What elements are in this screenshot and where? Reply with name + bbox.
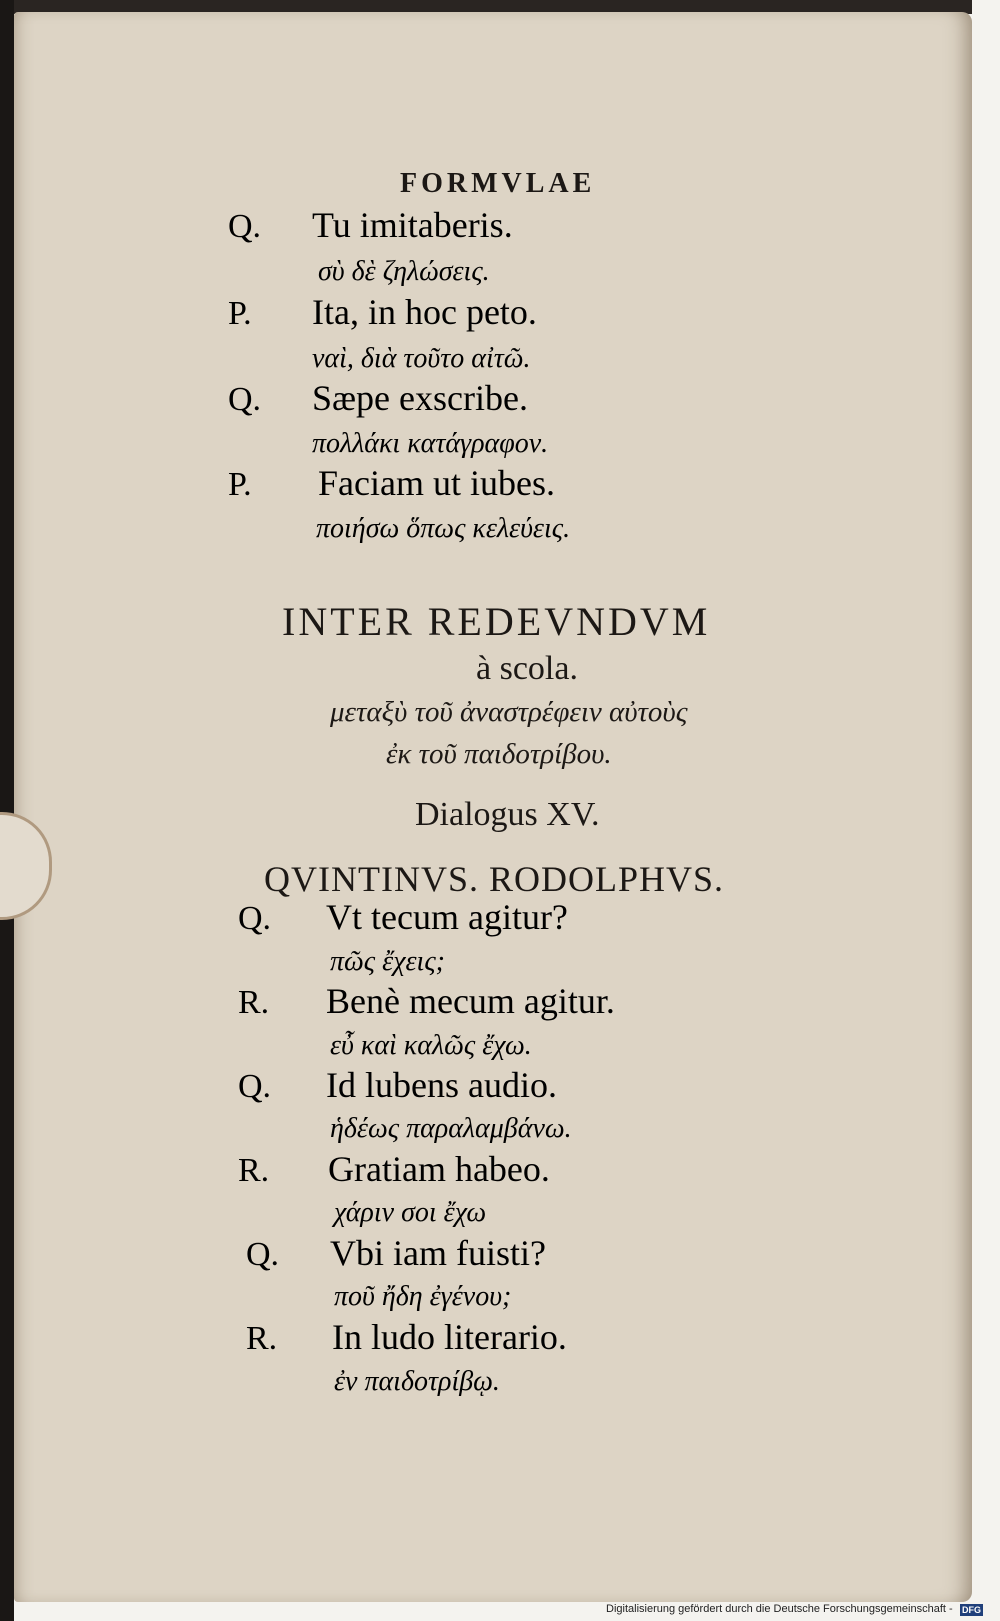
greek-text: εὖ καὶ καλῶς ἔχω. [330, 1030, 532, 1061]
greek-text: ἡδέως παραλαμβάνω. [330, 1113, 572, 1144]
greek-text: ποῦ ἤδη ἐγένου; [334, 1281, 512, 1312]
latin-text: Tu imitaberis. [312, 205, 513, 245]
greek-text: χάριν σοι ἔχω [334, 1197, 487, 1228]
speaker-label: R. [238, 984, 270, 1021]
greek-text: ναὶ, διὰ τοῦτο αἰτῶ. [312, 343, 531, 374]
speaker-label: Q. [228, 208, 262, 245]
latin-text: Faciam ut iubes. [318, 463, 555, 503]
section-subheading: à scola. [476, 650, 578, 687]
speaker-label: R. [238, 1152, 270, 1189]
greek-text: πῶς ἔχεις; [330, 946, 446, 977]
greek-text: ποιήσω ὅπως κελεύεις. [316, 513, 571, 544]
latin-text: Gratiam habeo. [328, 1149, 550, 1189]
section-heading: INTER REDEVNDVM [282, 599, 711, 644]
dialogue-number: Dialogus XV. [415, 796, 600, 833]
latin-text: Vbi iam fuisti? [330, 1233, 546, 1273]
latin-text: Ita, in hoc peto. [312, 292, 537, 332]
latin-text: Id lubens audio. [326, 1065, 557, 1105]
speaker-label: Q. [228, 381, 262, 418]
greek-text: ἐν παιδοτρίβῳ. [334, 1366, 500, 1397]
dfg-logo: DFG [962, 1605, 981, 1615]
latin-text: In ludo literario. [332, 1317, 567, 1357]
running-head: FORMVLAE [400, 168, 596, 199]
greek-text: πολλάκι κατάγραφον. [312, 428, 549, 459]
section-greek-line-2: ἐκ τοῦ παιδοτρίβου. [386, 738, 612, 770]
speaker-label: Q. [238, 1068, 272, 1105]
latin-text: Sæpe exscribe. [312, 378, 528, 418]
greek-text: σὺ δὲ ζηλώσεις. [318, 256, 490, 287]
section-greek-line-1: μεταξὺ τοῦ ἀναστρέφειν αὐτοὺς [330, 696, 688, 728]
speaker-label: R. [246, 1320, 278, 1357]
speaker-label: Q. [238, 900, 272, 937]
latin-text: Vt tecum agitur? [326, 897, 568, 937]
interlocutors: QVINTINVS. RODOLPHVS. [264, 859, 725, 899]
digitization-footer: Digitalisierung gefördert durch die Deutsche Forschungsgemeinschaft - [606, 1603, 953, 1615]
speaker-label: P. [228, 466, 252, 503]
speaker-label: Q. [246, 1236, 280, 1273]
speaker-label: P. [228, 295, 252, 332]
book-binding-edge [0, 0, 14, 1621]
latin-text: Benè mecum agitur. [326, 981, 615, 1021]
